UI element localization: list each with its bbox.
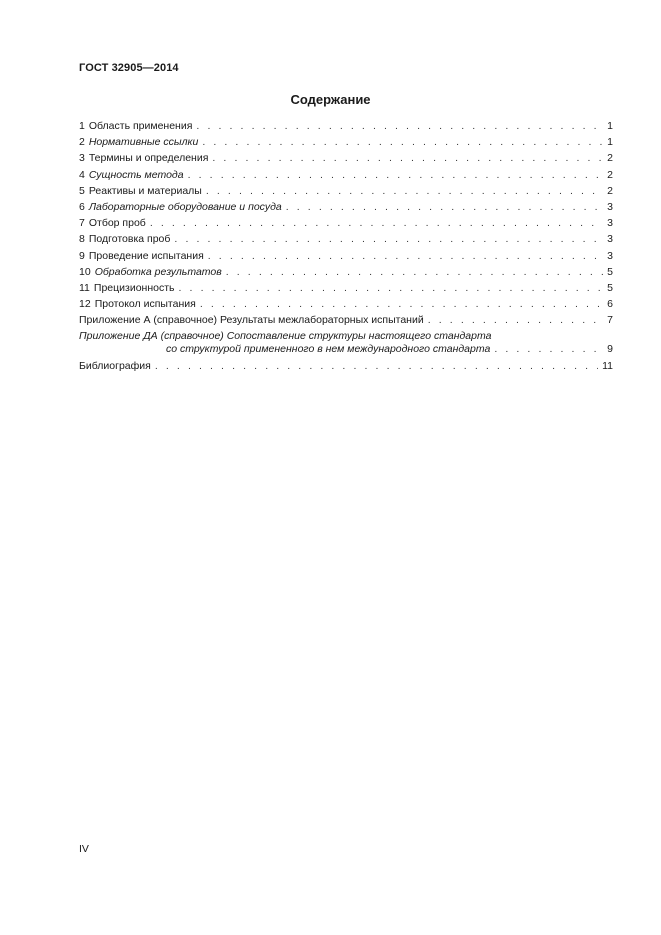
toc-entry[interactable] [79,298,613,314]
toc-leader-dots [196,120,603,133]
toc-entry-title: Прецизионность [93,281,175,294]
toc-entry-title: Обработка результатов [94,265,222,278]
toc-entry[interactable] [79,250,613,266]
toc-entry[interactable] [79,282,613,298]
toc-entry[interactable] [79,152,613,168]
toc-entry-page: 7 [607,314,613,327]
toc-leader-dots [226,266,603,279]
toc-leader-dots [150,217,603,230]
toc-entry-number: 8 [79,233,85,246]
toc-entry-page: 2 [607,168,613,181]
toc-entry[interactable] [79,169,613,185]
table-of-contents [79,120,613,377]
toc-entry-title-line1: Приложение ДА (справочное) Сопоставление структуры настоящего стандарта [79,330,492,343]
toc-entry[interactable] [79,136,613,152]
toc-leader-dots [286,201,603,214]
toc-entry-title: Нормативные ссылки [88,136,199,149]
toc-entry-title: Подготовка проб [88,233,171,246]
toc-entry-page: 6 [607,298,613,311]
toc-entry[interactable] [79,120,613,136]
toc-entry-page: 9 [607,343,613,356]
toc-entry-page: 3 [607,200,613,213]
toc-entry-appendix-da[interactable] [79,330,613,357]
toc-leader-dots [155,360,598,373]
toc-entry[interactable] [79,201,613,217]
toc-entry-title: Отбор проб [88,217,146,230]
toc-entry-number: 7 [79,217,85,230]
toc-leader-dots [200,298,603,311]
toc-entry-page: 1 [607,136,613,149]
toc-entry-number: 11 [79,281,90,294]
toc-entry-number: 4 [79,168,85,181]
toc-entry-title: Библиография [79,360,151,373]
toc-leader-dots [179,282,604,295]
toc-leader-dots [494,343,603,356]
toc-entry-page: 2 [607,152,613,165]
toc-entry-title: Сущность метода [88,168,184,181]
toc-entry-title: Протокол испытания [94,298,196,311]
toc-entry-page: 5 [607,265,613,278]
toc-entry-page: 3 [607,217,613,230]
toc-entry-number: 10 [79,265,91,278]
toc-leader-dots [174,233,603,246]
toc-leader-dots [212,152,603,165]
toc-entry-page: 11 [602,360,613,373]
toc-leader-dots [188,169,604,182]
toc-entry-title: Область применения [88,120,193,132]
toc-entry-title-line2: со структурой примененного в нем международного стандарта [166,343,491,356]
toc-leader-dots [202,136,603,149]
toc-entry-title: Проведение испытания [88,249,204,262]
toc-entry-page: 3 [607,249,613,262]
document-code: ГОСТ 32905—2014 [79,62,179,74]
toc-entry-page: 5 [607,281,613,294]
toc-entry-title: Приложение А (справочное) Результаты межлабораторных испытаний [79,314,424,327]
toc-entry-title: Лабораторные оборудование и посуда [88,200,282,213]
toc-entry-page: 2 [607,184,613,197]
toc-entry-page: 3 [607,233,613,246]
toc-entry-number: 3 [79,152,85,165]
page-number: IV [79,843,89,855]
toc-entry-bibliography[interactable] [79,360,613,376]
toc-entry-title: Реактивы и материалы [88,184,202,197]
toc-entry-appendix-a[interactable] [79,314,613,330]
toc-entry-page: 1 [607,120,613,132]
toc-entry-number: 5 [79,184,85,197]
toc-leader-dots [428,314,603,327]
toc-entry-title: Термины и определения [88,152,209,165]
toc-entry-number: 12 [79,298,91,311]
toc-entry-number: 1 [79,120,85,132]
toc-leader-dots [208,250,603,263]
toc-entry-number: 2 [79,136,85,149]
toc-entry[interactable] [79,266,613,282]
toc-title: Содержание [290,92,371,107]
toc-entry[interactable] [79,185,613,201]
toc-entry-number: 6 [79,200,85,213]
toc-leader-dots [206,185,603,198]
toc-entry[interactable] [79,233,613,249]
toc-entry-number: 9 [79,249,85,262]
toc-entry[interactable] [79,217,613,233]
